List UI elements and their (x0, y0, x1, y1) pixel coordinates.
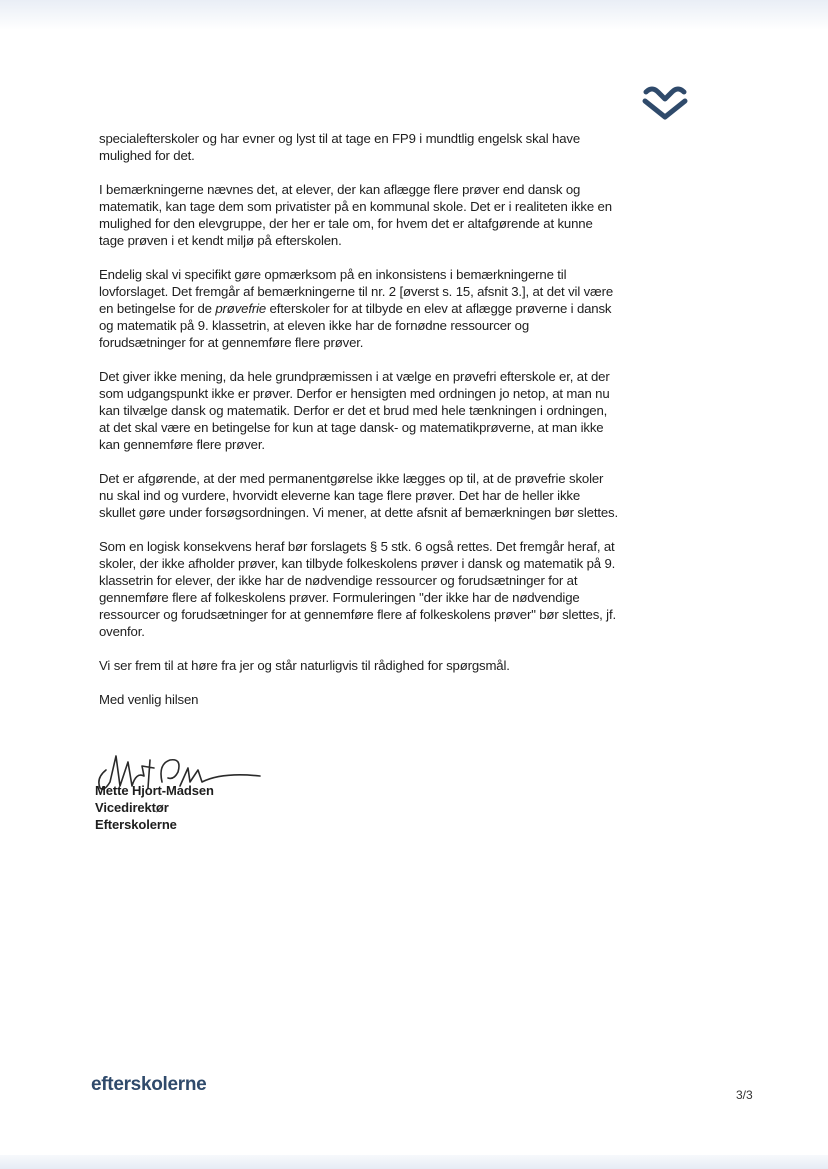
page-number: 3/3 (736, 1088, 753, 1102)
scan-edge-bottom (0, 1155, 828, 1169)
paragraph-2: I bemærkningerne nævnes det, at elever, der kan aflægge flere prøver end dansk og matematik, kan tage dem som privatister på en kommunal skole. Det er i realiteten ikke en mulighed for den elevgruppe, der her er tale om, for hvem det er altafgørende at kunne tage prøven i et kendt miljø på efterskolen. (99, 182, 612, 248)
paragraph-7: Vi ser frem til at høre fra jer og står naturligvis til rådighed for spørgsmål. (99, 658, 510, 673)
paragraph-3-emphasis: prøvefrie (215, 301, 267, 316)
signature-block (95, 782, 214, 833)
paragraph-4: Det giver ikke mening, da hele grundpræmissen i at vælge en prøvefri efterskole er, at der som udgangspunkt ikke er prøver. Derfor er hensigten med ordningen jo netop, at man nu kan tilvælge dansk og matematik. Derfor er det et brud med hele tænkningen i ordningen, at det skal være en betingelse for kun at tage dansk- og matematikprøverne, at man ikke kan gennemføre flere prøver. (99, 369, 610, 452)
signatory-title: Vicedirektør (95, 800, 169, 815)
paragraph-5: Det er afgørende, at der med permanentgørelse ikke lægges op til, at de prøvefrie skoler nu skal ind og vurdere, hvorvidt eleverne kan tage flere prøver. Det har de heller ikke skullet gøre under forsøgsordningen. Vi mener, at dette afsnit af bemærkningen bør slettes. (99, 471, 619, 520)
paragraph-3-part-1: Endelig skal vi specifikt gøre opmærksom på en inkonsistens i bemærkningerne til lovforslaget. Det fremgår af bemærkningerne til nr. 2 [øverst s. 15, afsnit 3.], at det vil være en betingelse for de (99, 267, 614, 316)
paragraph-3-part-2: efterskoler for at tilbyde en elev at aflægge prøverne i dansk og matematik på 9. klassetrin, at eleven ikke har de fornødne ressourcer og forudsætninger for at gennemføre flere prøver. (99, 301, 612, 350)
paragraph-3 (99, 266, 619, 351)
efterskolerne-heart-logo-icon (640, 82, 690, 122)
letter-body (99, 130, 619, 716)
closing-greeting: Med venlig hilsen (99, 692, 199, 707)
paragraph-6: Som en logisk konsekvens heraf bør forslagets § 5 stk. 6 også rettes. Det fremgår heraf, at skoler, der ikke afholder prøver, kan tilbyde folkeskolens prøver i dansk og matematik på 9. klassetrin for elever, der ikke har de nødvendige ressourcer og forudsætninger for at gennemføre flere af folkeskolens prøver. Formuleringen "der ikke har de nødvendige ressourcer og forudsætninger for at gennemføre flere af folkeskolens prøver" bør slettes, jf. ovenfor. (99, 539, 616, 639)
signatory-organization: Efterskolerne (95, 817, 177, 832)
signatory-name: Mette Hjort-Madsen (95, 783, 214, 798)
paragraph-1: specialefterskoler og har evner og lyst til at tage en FP9 i mundtlig engelsk skal have mulighed for det. (99, 131, 581, 163)
footer-brand-wordmark: efterskolerne (91, 1074, 207, 1095)
scan-edge-top (0, 0, 828, 30)
